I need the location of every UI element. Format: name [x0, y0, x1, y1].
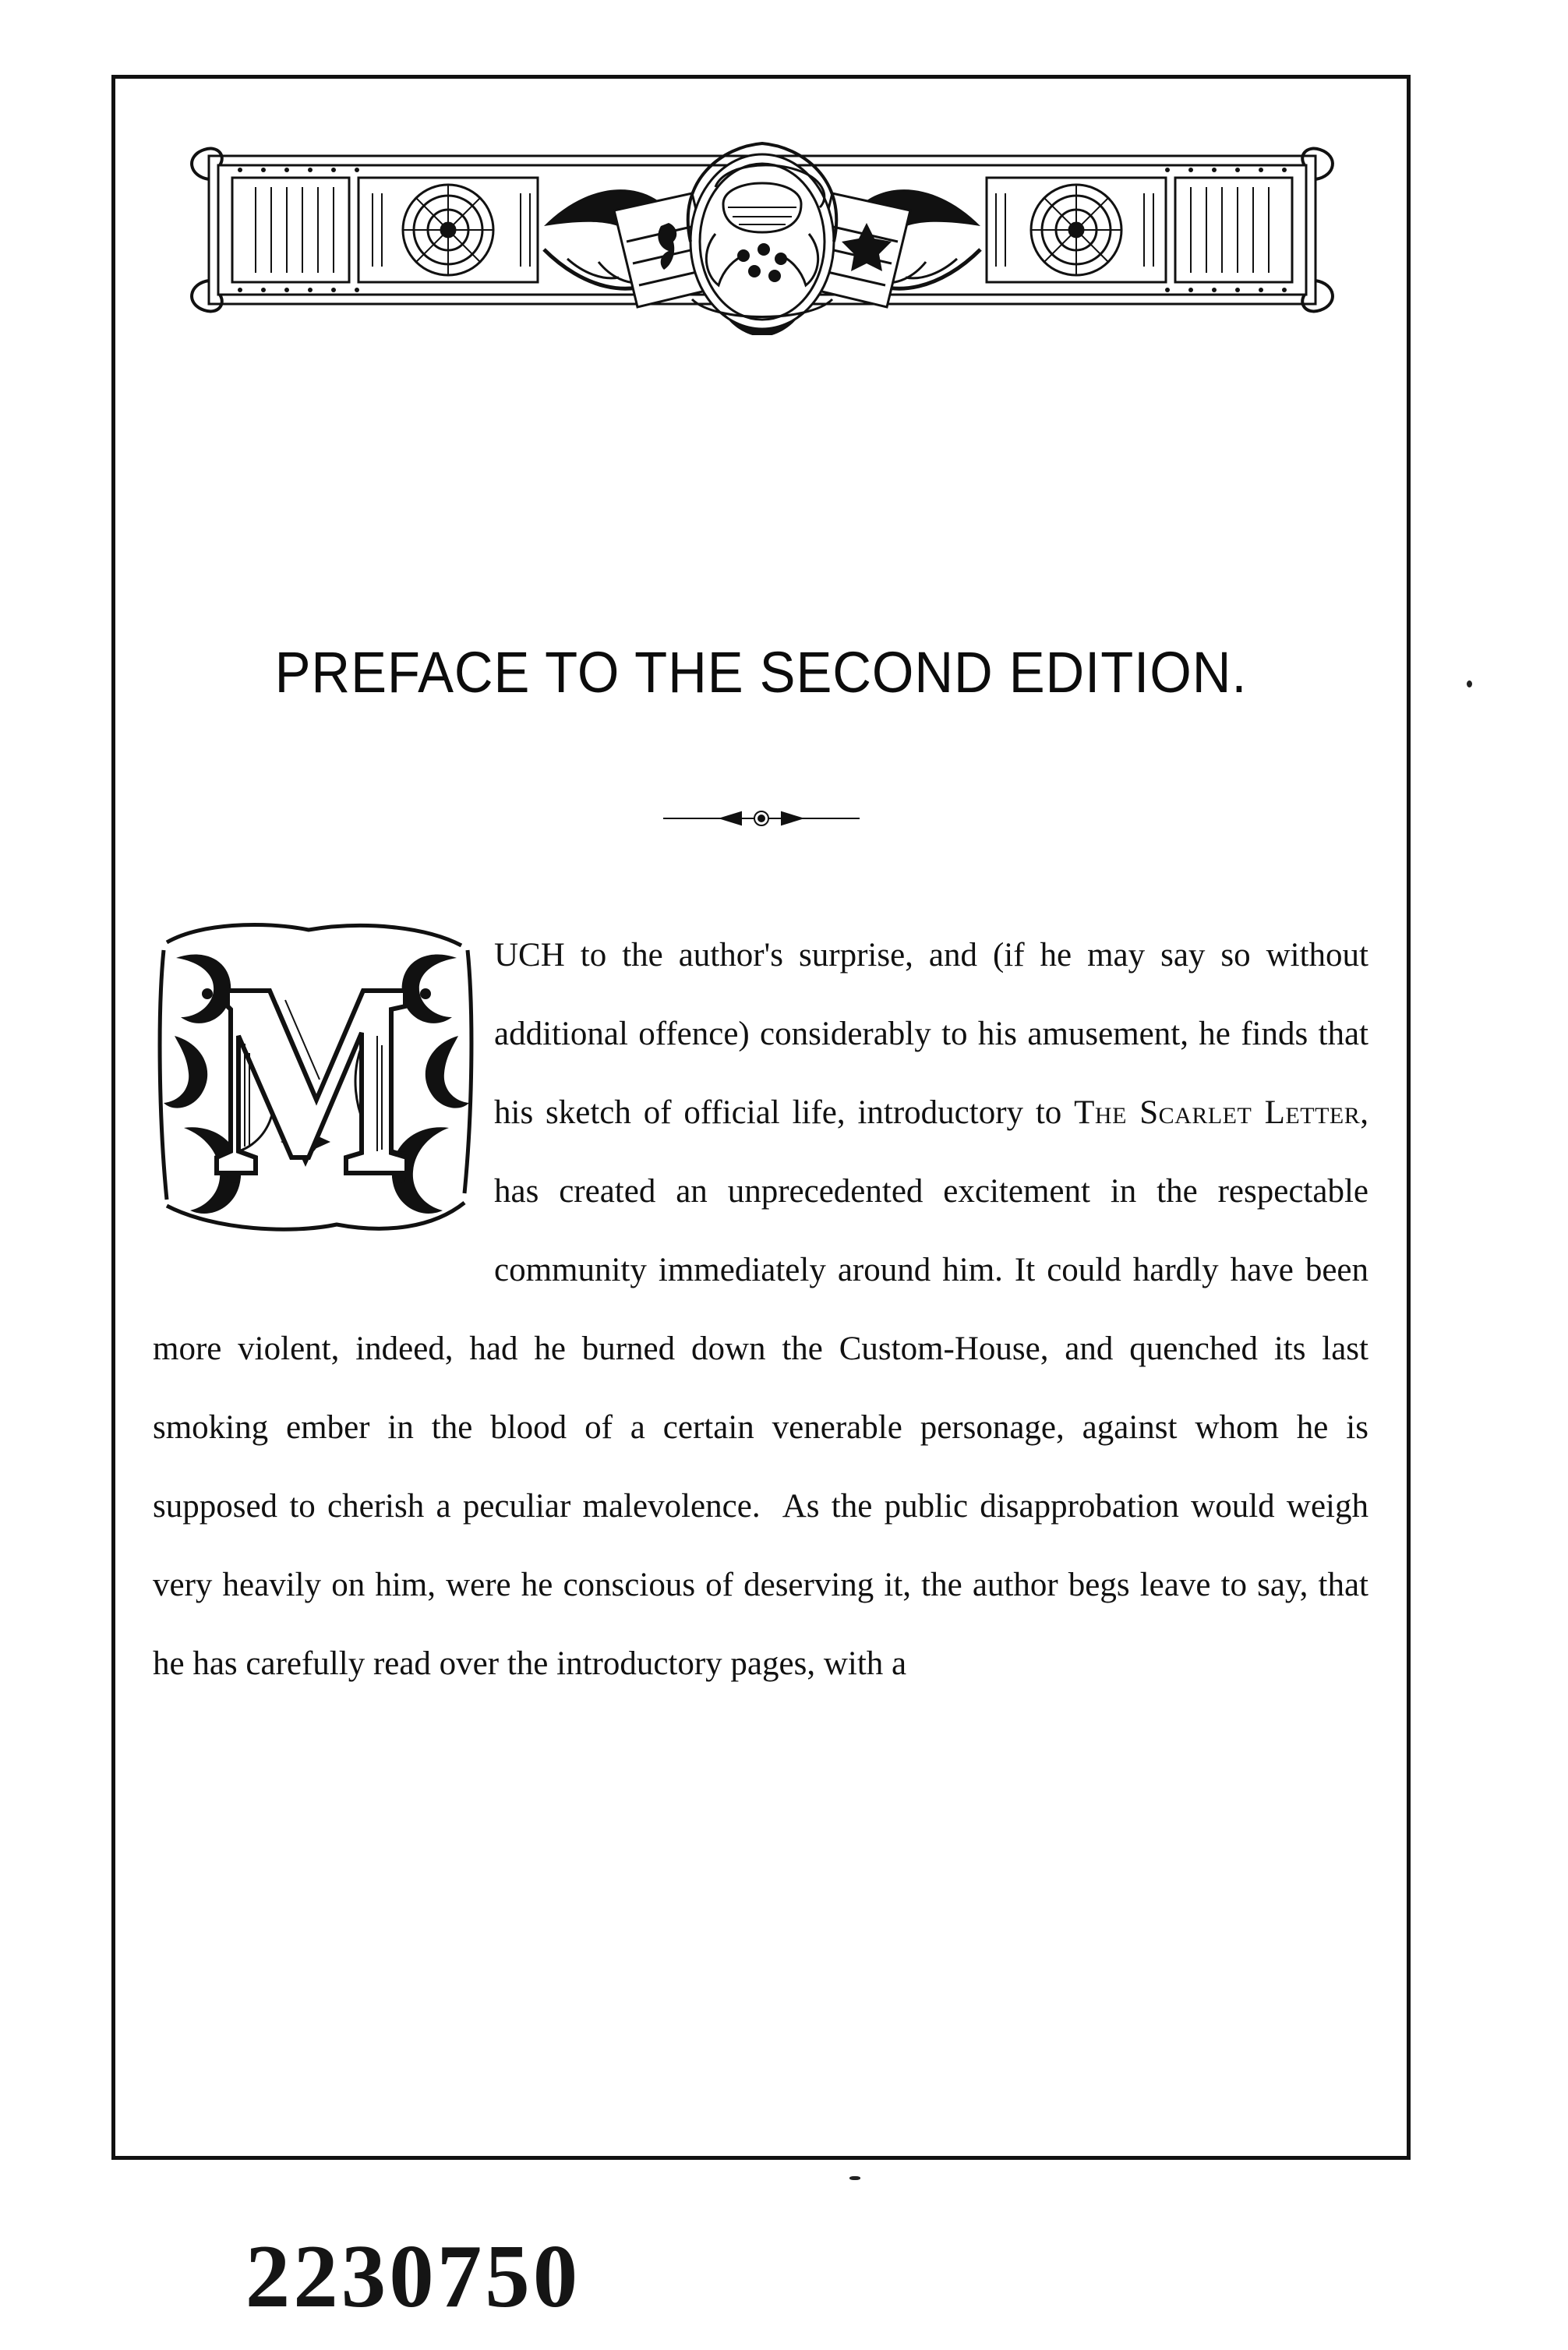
preface-body	[153, 916, 1368, 1703]
page-title: PREFACE TO THE SECOND EDITION.	[274, 640, 1248, 705]
ornamental-initial-m-icon	[153, 919, 480, 1239]
page-speck	[849, 2176, 860, 2180]
accession-stamp-number: 2230750	[245, 2227, 581, 2326]
preface-paragraph: UCH to the author's surprise, and (if he may say so without additional offence) considerably to his amusement, he finds that his sketch of official life, introductory to The Scarlet Letter, has created an unprecedented excitement in the respectable community immediately around him. It could hardly have been more violent, indeed, had he burned down the Custom-House, and quenched its last smoking ember in the blood of a certain venerable personage, against whom he is supposed to cherish a peculiar malevolence. As the public disapprobation would weigh very heavily on him, were he conscious of deserving it, the author begs leave to say, that he has carefully read over the introductory pages, with a	[153, 937, 1368, 1682]
page-speck	[1467, 680, 1472, 687]
headpiece-ornament-icon	[178, 133, 1347, 335]
divider-ornament-icon	[111, 803, 1411, 834]
book-title-small-caps: The Scarlet Letter	[1074, 1094, 1361, 1131]
